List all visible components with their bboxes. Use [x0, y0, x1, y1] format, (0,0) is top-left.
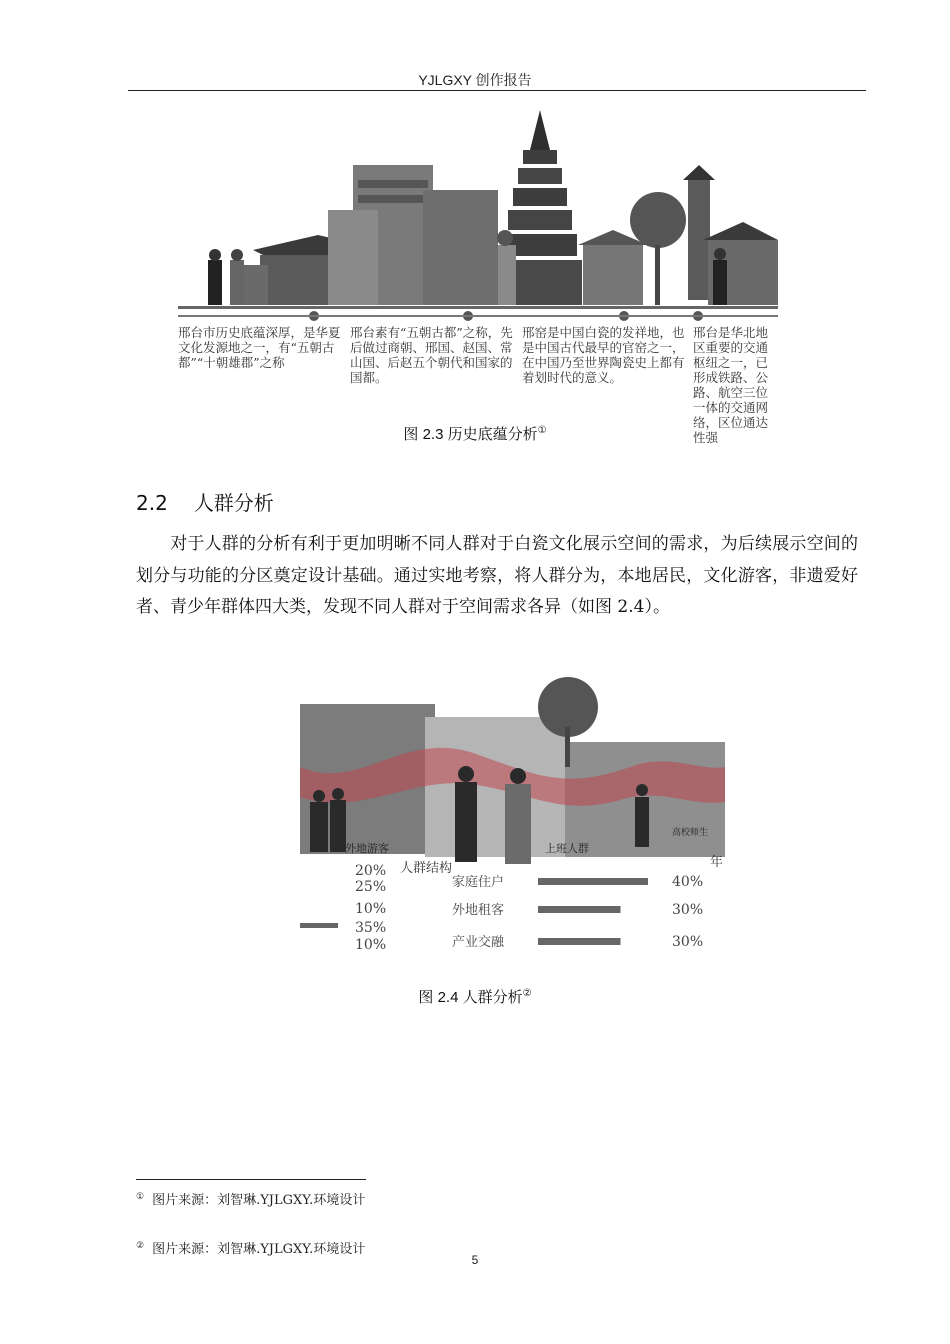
fig1-note-1: 邢台市历史底蕴深厚，是华夏文化发源地之一，有“五朝古都”“十朝雄郡”之称 [178, 325, 341, 370]
footnote-text: 图片来源：刘智琳.YJLGXY.环境设计 [152, 1242, 366, 1257]
bar-value: 40% [672, 874, 704, 890]
footnote-mark: ② [136, 1240, 145, 1251]
footnote-rule [136, 1179, 366, 1180]
bar-value: 30% [672, 934, 704, 950]
bar [538, 938, 621, 945]
left-percent: 25% [355, 879, 387, 895]
fig1-note-3: 邢窑是中国白瓷的发祥地，也是中国古代最早的官窑之一，在中国乃至世界陶瓷史上都有着划时代的意义。 [522, 325, 685, 385]
bar [538, 906, 621, 913]
left-percent: 10% [355, 901, 387, 917]
figure-caption-2-3 [0, 423, 950, 444]
left-percent: 35% [355, 920, 387, 936]
body-paragraph [136, 529, 858, 624]
section-number: 2.2 [136, 491, 168, 515]
bar-label: 家庭住户 [452, 875, 505, 890]
footnote-mark: ① [136, 1191, 145, 1202]
label-structure: 人群结构 [400, 861, 453, 876]
paragraph-text: 对于人群的分析有利于更加明晰不同人群对于白瓷文化展示空间的需求，为后续展示空间的划分与功能的分区奠定设计基础。通过实地考察，将人群分为，本地居民，文化游客，非遗爱好者、青少年群体四大类，发现不同人群对于空间需求各异（如图 2.4）。 [136, 534, 858, 617]
footnote-mark: ② [522, 988, 532, 999]
footnote-mark: ① [537, 425, 547, 436]
bar [538, 878, 648, 885]
bar-rows [452, 874, 703, 950]
page-number: 5 [471, 1253, 479, 1267]
label-tourists: 外地游客 [345, 842, 389, 855]
crowd-analysis-figure [300, 672, 725, 962]
label-workers: 上班人群 [545, 842, 589, 855]
left-percent: 20% [355, 863, 387, 879]
fig1-note-4: 邢台是华北地区重要的交通枢纽之一，已形成铁路、公路、航空三位一体的交通网络，区位通达性强 [693, 325, 769, 445]
footnote-text: 图片来源：刘智琳.YJLGXY.环境设计 [152, 1193, 366, 1208]
bar-label: 外地租客 [452, 903, 505, 918]
caption-text: 图 2.3 历史底蕴分析 [403, 426, 538, 443]
left-bar [300, 923, 338, 928]
fig1-note-2: 邢台素有“五朝古都”之称，先后做过商朝、邢国、赵国、常山国、后赵五个朝代和国家的国都。 [350, 325, 513, 385]
section-heading [136, 487, 274, 516]
bar-value: 30% [672, 902, 704, 918]
caption-text: 图 2.4 人群分析 [418, 989, 523, 1006]
label-students: 高校师生 [672, 828, 709, 838]
figure-caption-2-4 [0, 986, 950, 1007]
bar-label: 产业交融 [452, 935, 505, 950]
header-rule [128, 90, 866, 91]
left-percent: 10% [355, 937, 387, 953]
page-header: YJLGXY 创作报告 [418, 72, 532, 88]
label-year: 年 [710, 855, 724, 870]
footnote-1 [136, 1189, 365, 1208]
section-title: 人群分析 [193, 491, 274, 515]
